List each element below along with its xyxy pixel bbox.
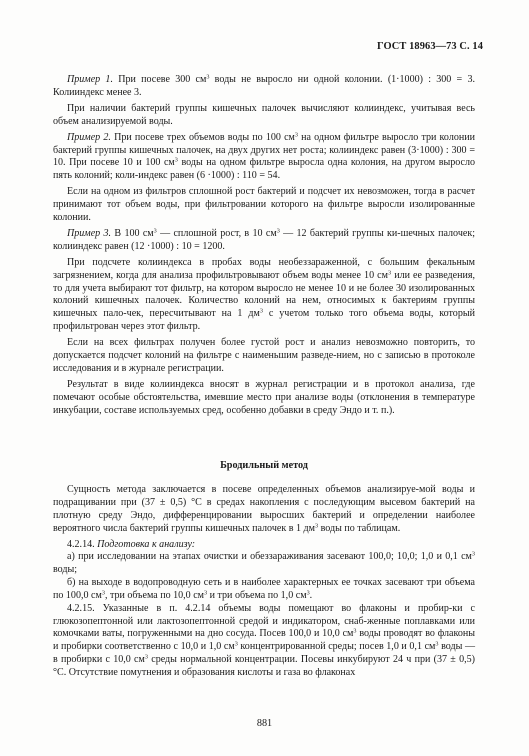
list-item-a: а) при исследовании на этапах очистки и обеззараживания засевают 100,0; 10,0; 1,0 и 0,1 $см^3$ воды; (53, 551, 475, 576)
paragraph: При наличии бактерий группы кишечных палочек вычисляют колииндекс, учитывая весь объем анализируемой воды. (53, 102, 475, 127)
running-header: ГОСТ 18963—73 С. 14 (377, 41, 483, 52)
example-label: Пример 1. (67, 74, 113, 85)
example-3-paragraph: Пример 3. В 100 $см^3$ — сплошной рост, в 10 $см^3$ — 12 бактерий группы ки-шечных палочек; колииндекс равен (12 ·1000) : 10 = 1200. (53, 227, 476, 252)
clause-4-2-15: 4.2.15. Указанные в п. 4.2.14 объемы воды помещают во флаконы и пробир-ки с глюкозопептонной или лактозопептонной средой и индикатором, снаб-женные поплавками или комочками ваты, погруженными на дно сосуда. Посев 100,0 и 10,0 $см^3$ воды проводят во флаконы и пробирки соответственно с 10,0 и 1,0 $см^3$ концентрированной среды; посев 1,0 и 0,1 $см^3$ воды — в пробирки с 10,0 $см^3$ среды нормальной концентрации. Посевы инкубируют 24 ч при (37 ± 0,5) °С. Отсутствие помутнения и образования кислоты и газа во флаконах (53, 602, 476, 678)
paragraph: Сущность метода заключается в посеве определенных объемов анализируе-мой воды и подращивании при (37 ± 0,5) °С в средах накопления с последующим высевом бактерий на плотную среду Эндо, дифференцировании выросших бактерий и определении наиболее вероятного числа бактерий группы кишечных палочек в 1 $дм^3$ воды по таблицам. (53, 484, 475, 534)
page-number: 881 (256, 718, 273, 729)
example-1-paragraph: Пример 1. При посеве 300 $см^3$ воды не выросло ни одной колонии. (1·1000) : 300 = 3. Колииндекс менее 3. (53, 73, 475, 98)
example-2-paragraph: Пример 2. При посеве трех объемов воды по 100 $см^3$ на одном фильтре выросло три колонии бактерий группы кишечных палочек, на двух других нет роста; колииндекс равен (3·1000) : 300 = 10. При посеве 10 и 100 $см^3$ воды на одном фильтре выросла одна колония, на другом выросло пять колоний; коли-индекс равен (6 ·1000) : 110 = 54. (53, 131, 475, 182)
example-label: Пример 2. (67, 131, 111, 143)
section-heading: Бродильный метод (220, 460, 308, 471)
paragraph: Если на одном из фильтров сплошной рост бактерий и подсчет их невозможен, тогда в расчет принимают тот объем воды, при фильтровании которого на фильтре выросли изолированные колонии. (53, 186, 475, 223)
text-block-membrane-filter-results (53, 74, 475, 417)
paragraph: Результат в виде колииндекса вносят в журнал регистрации и в протокол анализа, где помечают особые обстоятельства, имевшие место при анализе воды (отклонения в температуре инкубации, составе используемых сред, особенно добавки в среду Эндо и т. п.). (53, 378, 475, 416)
paragraph: При подсчете колииндекса в пробах воды необеззараженной, с большим фекальным загрязнением, когда для анализа профильтровывают объем воды менее 10 $см^3$ или ее разведения, то для учета выбирают тот фильтр, на котором выросло не менее 10 и не более 30 изолированных колоний кишечных палочек. Количество колоний на нем, относимых к бактериям группы кишечных пало-чек, пересчитывают на 1 $дм^3$ с учетом только того объема воды, который профильтрован через этот фильтр. (53, 256, 475, 333)
example-label: Пример 3. (67, 228, 112, 240)
clause-title: Подготовка к анализу: (97, 538, 196, 550)
list-item-b: б) на выходе в водопроводную сеть и в наиболее характерных ее точках засевают три объема по 100,0 $см^3$, три объема по 10,0 $см^3$ и три объема по 1,0 $см^3$. (53, 577, 475, 601)
text-block-fermentation-method (53, 484, 475, 680)
paragraph: Если на всех фильтрах получен более густой рост и анализ невозможно повторить, то допускается подсчет колоний на фильтре с наименьшим разведе-нием, но с записью в протоколе исследования и в журнале регистрации. (53, 337, 475, 374)
clause-4-2-14: 4.2.14. Подготовка к анализу: (67, 538, 196, 550)
